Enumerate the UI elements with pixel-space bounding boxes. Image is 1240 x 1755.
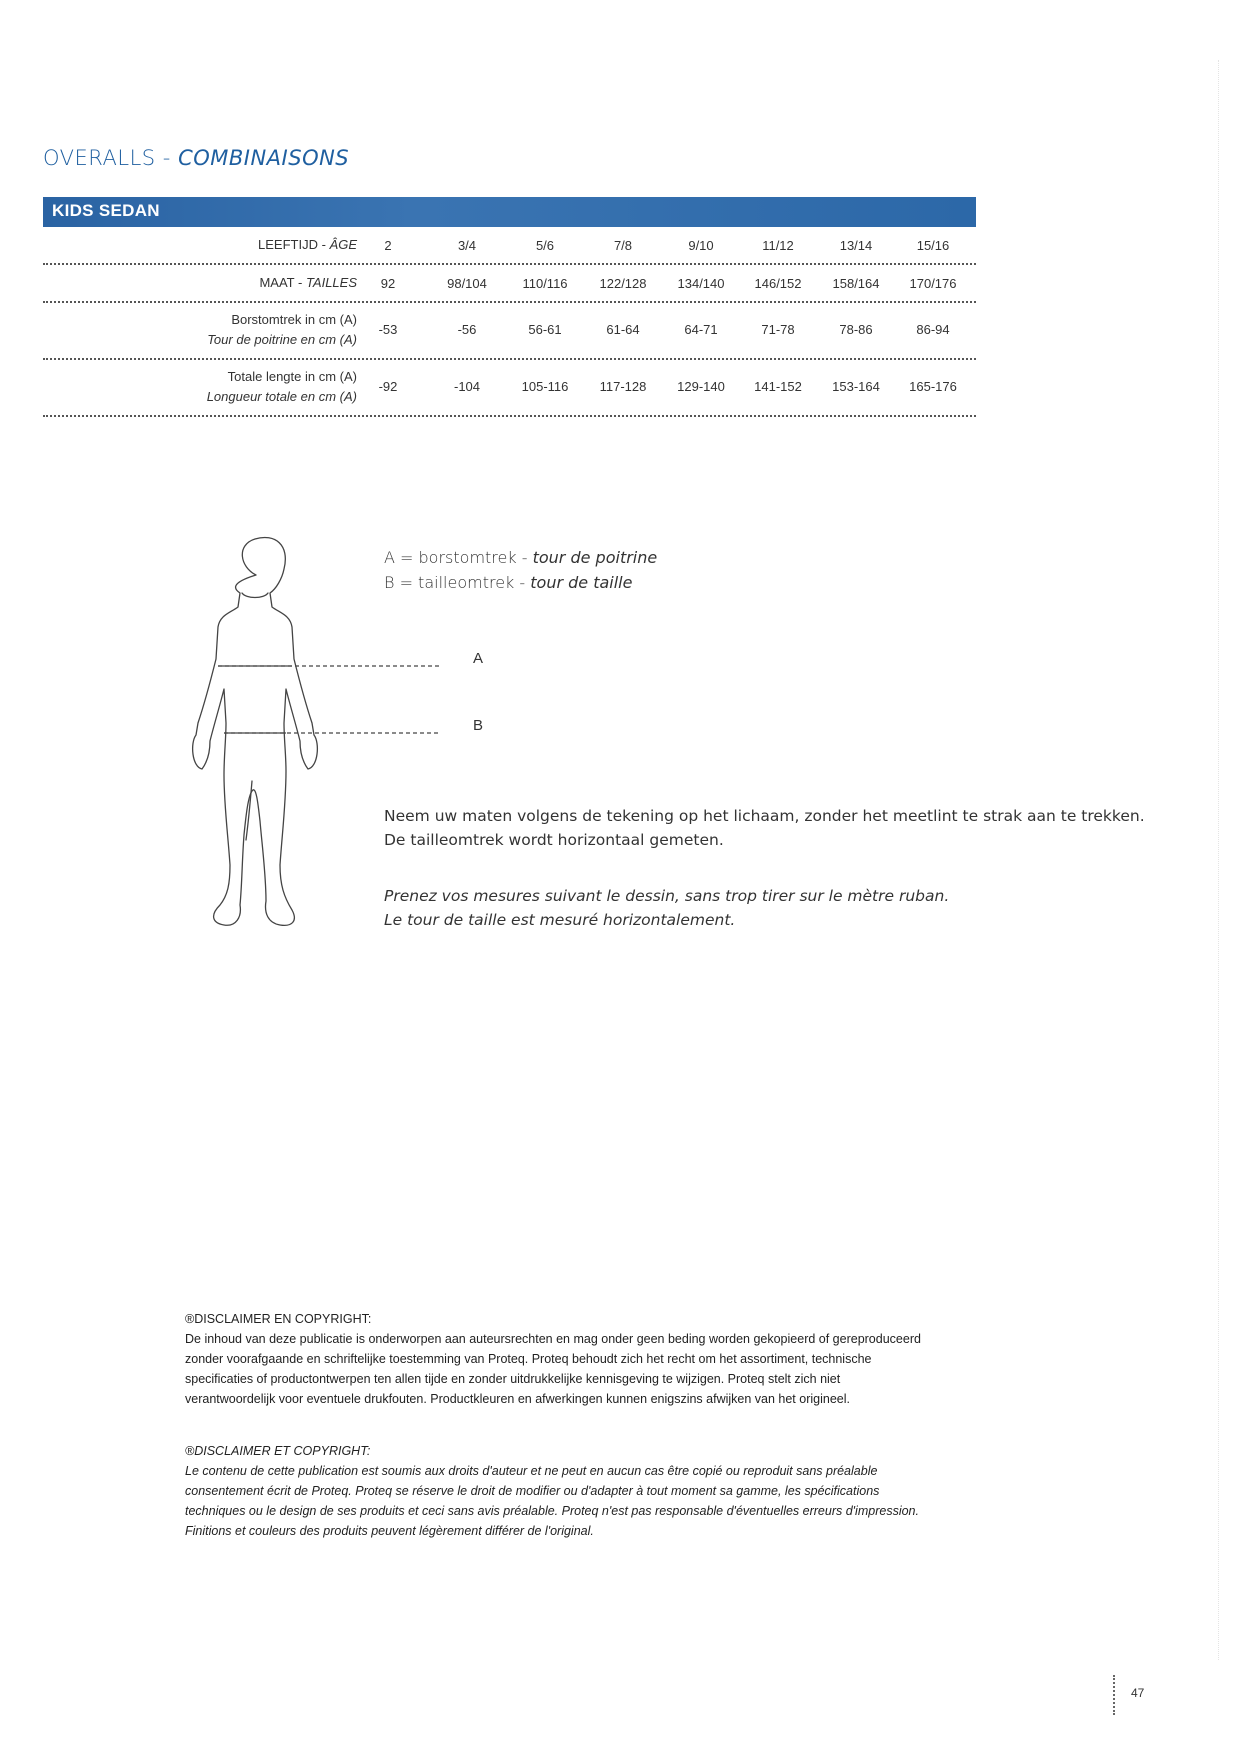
section-title (43, 146, 349, 170)
disclaimer-line: Finitions et couleurs des produits peuvent légèrement différer de l'original. (185, 1524, 594, 1538)
table-cell: -104 (453, 379, 481, 394)
table-cell: 71-78 (761, 322, 795, 337)
instruction-line: Neem uw maten volgens de tekening op het lichaam, zonder het meetlint te strak aan te trekken. (384, 807, 1145, 825)
table-cell: 11/12 (762, 238, 794, 253)
legend-a-fr: tour de poitrine (532, 548, 658, 567)
table-cell: 117-128 (599, 379, 647, 394)
page-number-divider (1113, 1675, 1115, 1715)
table-cell: 56-61 (528, 322, 562, 337)
table-cell: 158/164 (832, 276, 880, 291)
table-cell: 134/140 (677, 276, 725, 291)
table-cell: 122/128 (599, 276, 647, 291)
table-cell: 141-152 (754, 379, 802, 394)
table-cell: 170/176 (909, 276, 957, 291)
title-dutch: OVERALLS - (43, 146, 179, 170)
child-silhouette-icon (193, 537, 318, 925)
table-cell: 98/104 (447, 276, 487, 291)
title-french: COMBINAISONS (178, 146, 350, 170)
row-label (207, 367, 357, 407)
label-fr: ÂGE (329, 237, 357, 252)
table-cell: -56 (457, 322, 477, 337)
disclaimer-title: ®DISCLAIMER ET COPYRIGHT: (185, 1444, 371, 1458)
table-cell: 9/10 (688, 238, 714, 253)
table-cell: 64-71 (684, 322, 718, 337)
disclaimer-line: De inhoud van deze publicatie is onderworpen aan auteursrechten en mag onder geen beding worden gekopieerd of gereproduceerd (185, 1332, 921, 1346)
instruction-line: Prenez vos mesures suivant le dessin, sans trop tirer sur le mètre ruban. (384, 887, 950, 905)
size-table (43, 227, 976, 417)
row-label (258, 235, 357, 255)
product-banner (43, 197, 976, 227)
label-nl: Borstomtrek in cm (A) (231, 312, 357, 327)
legend-b-fr: tour de taille (530, 573, 633, 592)
legend-b (384, 570, 657, 595)
label-fr: Tour de poitrine en cm (A) (207, 332, 357, 347)
label-nl: Totale lengte in cm (A) (227, 369, 357, 384)
table-cell: 61-64 (606, 322, 640, 337)
page-number: 47 (1131, 1686, 1145, 1700)
table-cell: 86-94 (916, 322, 950, 337)
label-nl: MAAT - (259, 275, 306, 290)
instruction-line: Le tour de taille est mesuré horizontalement. (384, 911, 736, 929)
disclaimer-line: techniques ou le design de ses produits et ceci sans avis préalable. Proteq n'est pas responsable d'éventuelles erreurs d'impression. (185, 1504, 919, 1518)
legend-a (384, 545, 657, 570)
legend-b-nl: B = tailleomtrek - (384, 573, 531, 592)
row-label (259, 273, 357, 293)
disclaimer-line: consentement écrit de Proteq. Proteq se réserve le droit de modifier ou d'adapter à tout moment sa gamme, les spécifications (185, 1484, 880, 1498)
table-cell: 13/14 (839, 238, 873, 253)
table-row-chest (43, 303, 976, 360)
label-nl: LEEFTIJD - (258, 237, 330, 252)
table-cell: 129-140 (677, 379, 725, 394)
measurement-legend (384, 545, 657, 595)
legend-a-nl: A = borstomtrek - (384, 548, 533, 567)
disclaimer-line: Le contenu de cette publication est soumis aux droits d'auteur et ne peut en aucun cas être copié ou reproduit sans préalable (185, 1464, 878, 1478)
disclaimer-french (185, 1441, 1005, 1541)
table-cell: 5/6 (535, 238, 555, 253)
table-cell: 153-164 (832, 379, 880, 394)
disclaimer-title: ®DISCLAIMER EN COPYRIGHT: (185, 1312, 372, 1326)
table-row-length (43, 360, 976, 417)
disclaimer-dutch (185, 1309, 1005, 1409)
table-cell: 2 (384, 238, 392, 253)
table-cell: 78-86 (839, 322, 873, 337)
table-cell: 105-116 (521, 379, 569, 394)
instructions-french (384, 884, 949, 932)
table-cell: -53 (378, 322, 398, 337)
disclaimer-line: specificaties of productontwerpen ten allen tijde en zonder uitdrukkelijke kennisgeving te wijzigen. Proteq stelt zich niet (185, 1372, 841, 1386)
table-cell: 3/4 (457, 238, 477, 253)
marker-b: B (473, 717, 484, 734)
page-edge-marks (1218, 60, 1219, 1660)
instruction-line: De tailleomtrek wordt horizontaal gemeten. (384, 831, 724, 849)
instructions-dutch (384, 804, 1145, 852)
product-name: KIDS SEDAN (52, 201, 160, 220)
table-cell: 110/116 (522, 276, 568, 291)
disclaimer-line: zonder voorafgaande en schriftelijke toestemming van Proteq. Proteq behoudt zich het recht om het assortiment, technische (185, 1352, 872, 1366)
table-cell: 146/152 (754, 276, 802, 291)
table-cell: 92 (380, 276, 396, 291)
row-label (207, 310, 357, 350)
disclaimer-line: verantwoordelijk voor eventuele drukfouten. Productkleuren en afwerkingen kunnen enigszins afwijken van het origineel. (185, 1392, 850, 1406)
table-row-size (43, 265, 976, 303)
table-cell: 15/16 (916, 238, 950, 253)
table-cell: 165-176 (909, 379, 957, 394)
label-fr: TAILLES (305, 275, 357, 290)
table-cell: -92 (378, 379, 398, 394)
table-row-age (43, 227, 976, 265)
label-fr: Longueur totale en cm (A) (206, 389, 357, 404)
table-cell: 7/8 (613, 238, 633, 253)
marker-a: A (473, 650, 484, 667)
